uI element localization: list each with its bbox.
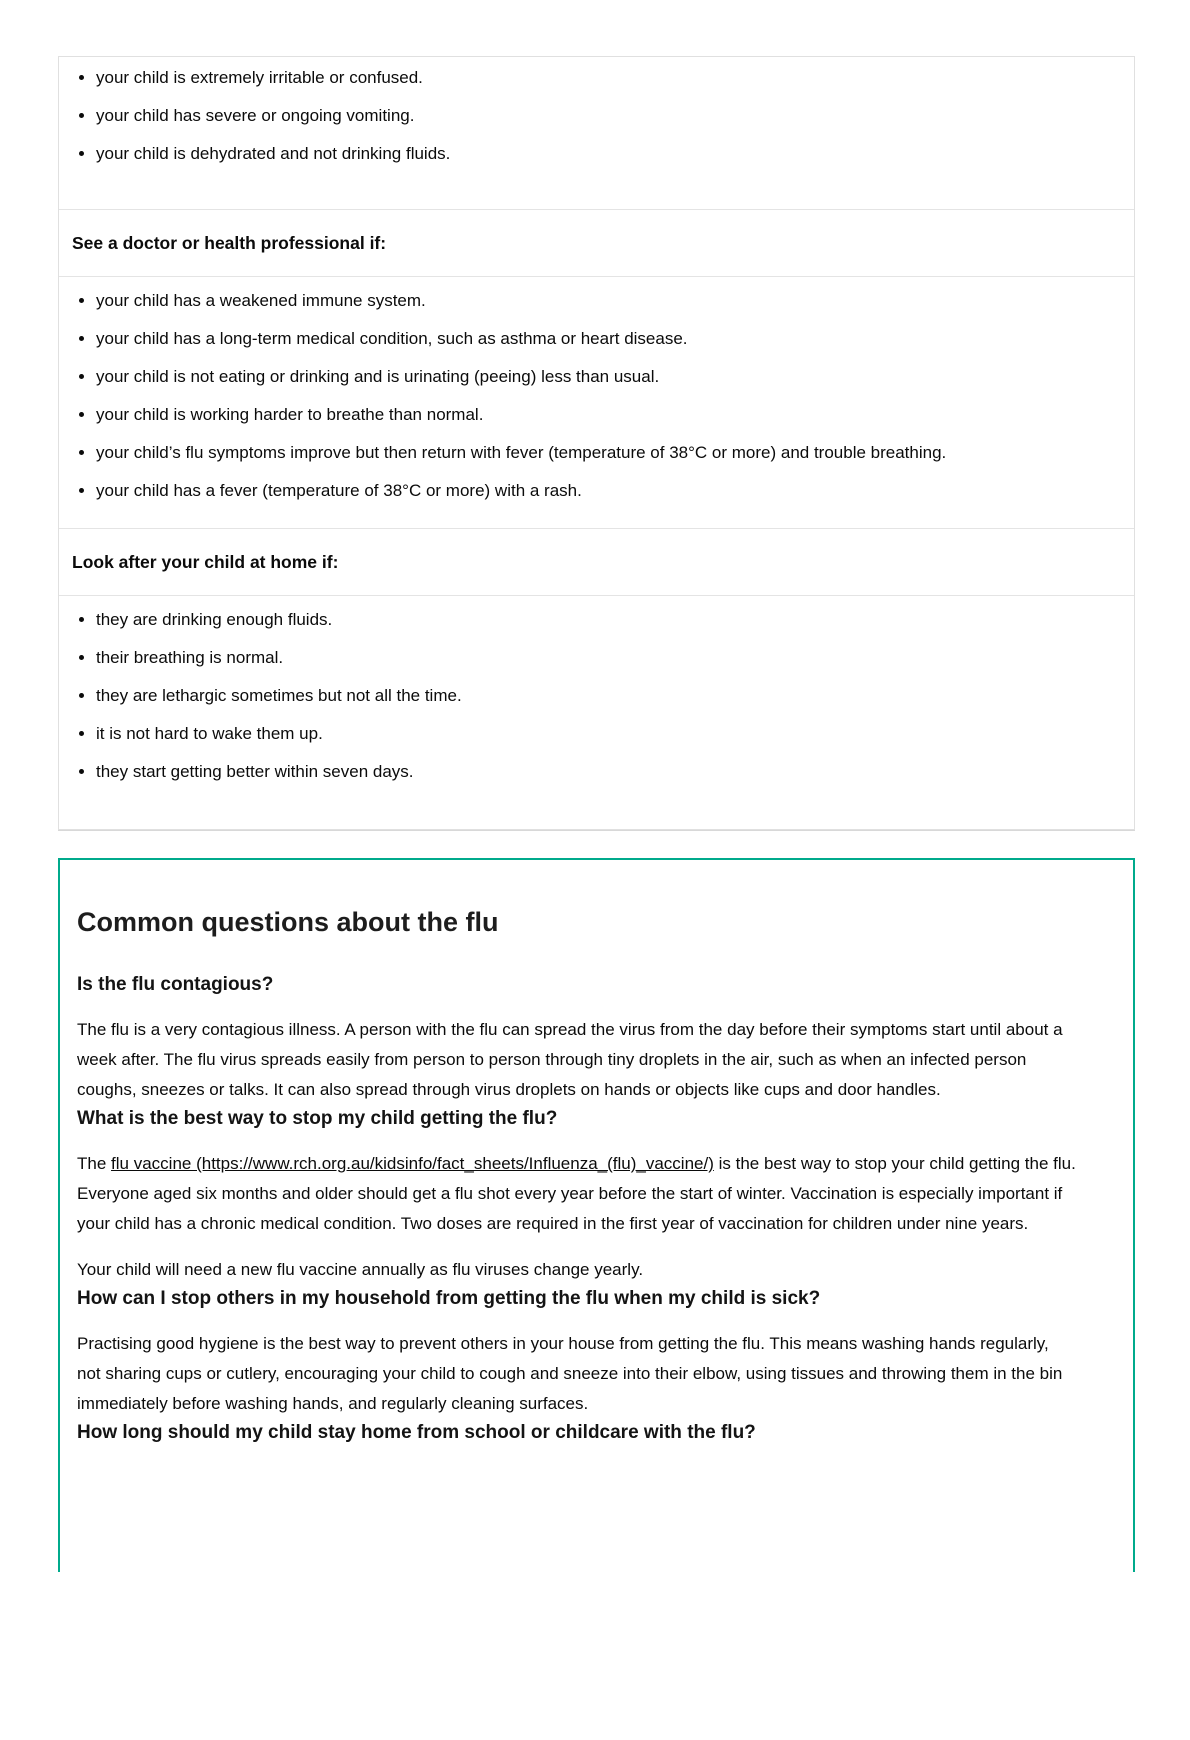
faq-answer-prevention — [77, 1149, 1077, 1239]
faq-question-household: How can I stop others in my household from getting the flu when my child is sick? — [77, 1288, 821, 1309]
faq-box — [58, 858, 1135, 1572]
list-item: • your child has a weakened immune system. — [96, 282, 1110, 320]
list-item: • it is not hard to wake them up. — [96, 715, 1110, 753]
faq-answer-contagious: The flu is a very contagious illness. A person with the flu can spread the virus from the day before their symptoms start until about a week after. The flu virus spreads easily from person to person through tiny droplets in the air, such as when an infected person coughs, sneezes or talks. It can also spread through virus droplets on hands or objects like cups and door handles. — [77, 1020, 1063, 1099]
home-care-heading: Look after your child at home if: — [59, 528, 1134, 596]
list-item: • they start getting better within seven days. — [96, 753, 1110, 791]
list-item: • your child is working harder to breathe than normal. — [96, 396, 1110, 434]
see-doctor-heading: See a doctor or health professional if: — [59, 209, 1134, 277]
flu-vaccine-link[interactable]: flu vaccine (https://www.rch.org.au/kidsinfo/fact_sheets/Influenza_(flu)_vaccine/) — [111, 1154, 714, 1173]
faq-answer-household: Practising good hygiene is the best way to prevent others in your house from getting the flu. This means washing hands regularly, not sharing cups or cutlery, encouraging your child to cough and sneeze into their elbow, using tissues and throwing them in the bin immediately before washing hands, and regularly cleaning surfaces. — [77, 1334, 1063, 1413]
home-care-list — [59, 596, 1134, 829]
list-item: • your child has a fever (temperature of 38°C or more) with a rash. — [96, 472, 1110, 510]
list-item: • your child’s flu symptoms improve but then return with fever (temperature of 38°C or more) and trouble breathing. — [96, 434, 1110, 472]
page-content — [58, 56, 1135, 1572]
list-item: • your child is not eating or drinking and is urinating (peeing) less than usual. — [96, 358, 1110, 396]
see-doctor-list — [59, 277, 1134, 528]
list-item: • they are lethargic sometimes but not all the time. — [96, 677, 1110, 715]
faq-title: Common questions about the flu — [77, 907, 499, 937]
answer-text-before-link: The — [77, 1154, 112, 1173]
urgent-symptoms-list — [59, 57, 1134, 209]
list-item: • your child has severe or ongoing vomiting. — [96, 97, 1110, 135]
faq-answer-annual-vaccine: Your child will need a new flu vaccine annually as flu viruses change yearly. — [77, 1260, 644, 1279]
faq-question-contagious: Is the flu contagious? — [77, 974, 274, 995]
advice-box — [58, 56, 1135, 830]
answer-text-after-link: is the best way to stop your child getting the flu. Everyone aged six months and older should get a flu shot every year before the start of winter. Vaccination is especially important if your child has a chronic medical condition. Two doses are required in the first year of vaccination for children under nine years. — [77, 1154, 1076, 1233]
list-item: • your child is dehydrated and not drinking fluids. — [96, 135, 1110, 173]
list-item: • your child is extremely irritable or confused. — [96, 59, 1110, 97]
list-item: • your child has a long-term medical condition, such as asthma or heart disease. — [96, 320, 1110, 358]
list-item: • they are drinking enough fluids. — [96, 601, 1110, 639]
faq-question-prevention: What is the best way to stop my child getting the flu? — [77, 1108, 558, 1129]
list-item: • their breathing is normal. — [96, 639, 1110, 677]
faq-question-stay-home: How long should my child stay home from school or childcare with the flu? — [77, 1422, 756, 1443]
